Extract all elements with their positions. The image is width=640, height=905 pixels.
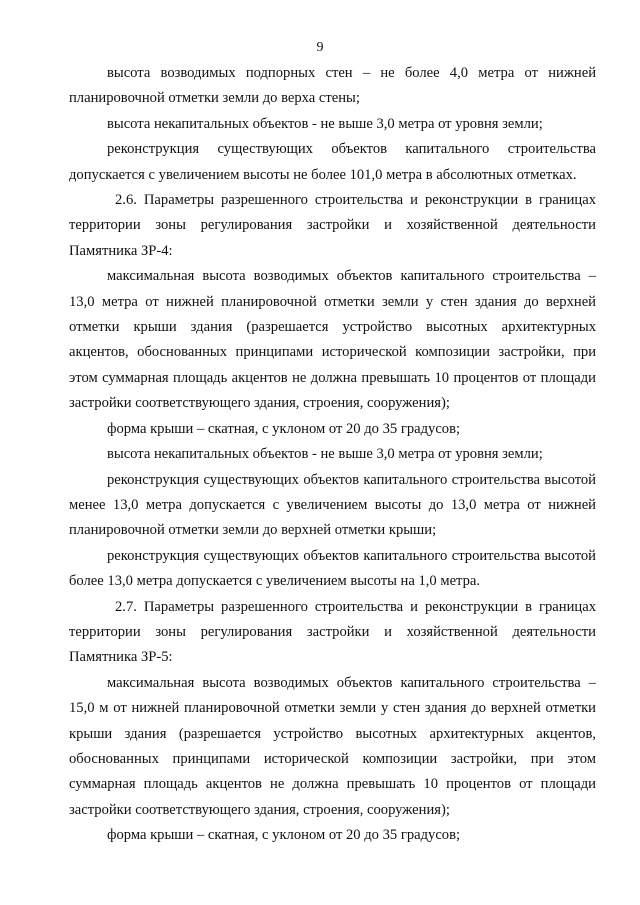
paragraph-retaining-walls-height: высота возводимых подпорных стен – не более 4,0 метра от нижней планировочной отметки земли до верха стены; — [69, 65, 596, 107]
paragraph-max-height-zr5: максимальная высота возводимых объектов капитального строительства – 15,0 м от нижней планировочной отметки земли у стен здания до верхней отметки крыши здания (разрешается устройство высотных архитектурных акцентов, обоснованных принципами исторической композиции застройки, при этом суммарная площадь акцентов не должна превышать 10 процентов от площади застройки соответствующего здания, строения, сооружения); — [69, 674, 596, 818]
section-2-7-heading: 2.7. Параметры разрешенного строительства и реконструкции в границах территории зоны регулирования застройки и хозяйственной деятельности Памятника ЗР-5: — [69, 598, 596, 666]
page-number: 9 — [316, 40, 324, 55]
paragraph-reconstruction-under-13: реконструкция существующих объектов капитального строительства высотой менее 13,0 метра допускается с увеличением высоты до 13,0 метра от нижней планировочной отметки земли до верхней отметки крыши; — [69, 471, 596, 539]
paragraph-reconstruction-absolute-height: реконструкция существующих объектов капитального строительства допускается с увеличением высоты не более 101,0 метра в абсолютных отметках. — [69, 141, 596, 183]
paragraph-noncapital-height: высота некапитальных объектов - не выше 3,0 метра от уровня земли; — [107, 115, 543, 132]
paragraph-reconstruction-over-13: реконструкция существующих объектов капитального строительства высотой более 13,0 метра допускается с увеличением высоты на 1,0 метра. — [69, 547, 596, 590]
section-2-6-heading: 2.6. Параметры разрешенного строительства и реконструкции в границах территории зоны регулирования застройки и хозяйственной деятельности Памятника ЗР-4: — [69, 192, 596, 259]
paragraph-roof-shape-zr4: форма крыши – скатная, с уклоном от 20 до 35 градусов; — [107, 420, 461, 437]
paragraph-roof-shape-zr5: форма крыши – скатная, с уклоном от 20 до 35 градусов; — [107, 827, 461, 844]
paragraph-noncapital-height-zr4: высота некапитальных объектов - не выше 3,0 метра от уровня земли; — [107, 446, 543, 463]
paragraph-max-height-zr4: максимальная высота возводимых объектов капитального строительства – 13,0 метра от нижней планировочной отметки земли у стен здания до верхней отметки крыши здания (разрешается устройство высотных архитектурных акцентов, обоснованных принципами исторической композиции застройки, при этом суммарная площадь акцентов не должна превышать 10 процентов от площади застройки соответствующего здания, строения, сооружения); — [69, 268, 596, 412]
document-body — [69, 61, 596, 849]
